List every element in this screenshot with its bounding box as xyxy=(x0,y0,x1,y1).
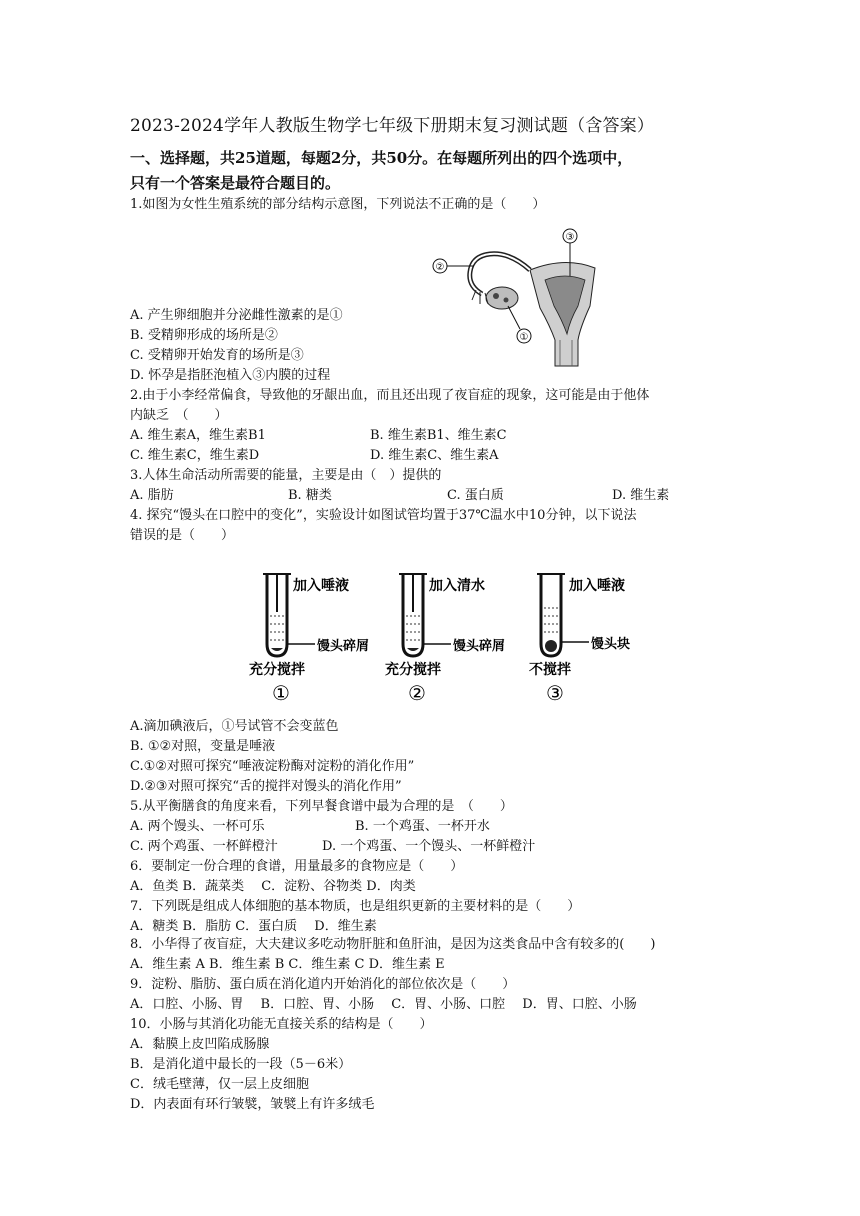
tube-1 xyxy=(249,574,369,705)
q7-stem: 7．下列既是组成人体细胞的基本物质，也是组织更新的主要材料的是（ ） xyxy=(130,899,581,914)
q1-option-c[interactable]: C. 受精卵开始发育的场所是③ xyxy=(130,348,304,363)
q10-option-b[interactable]: B．是消化道中最长的一段（5－6米） xyxy=(130,1057,352,1072)
q2-option-c[interactable]: C. 维生素C，维生素D xyxy=(130,448,260,463)
tube-1-bottom-label: 充分搅拌 xyxy=(249,662,305,678)
q5-stem: 5.从平衡膳食的角度来看，下列早餐食谱中最为合理的是 （ ） xyxy=(130,799,513,814)
q4-stem-line1: 4. 探究“馒头在口腔中的变化”，实验设计如图试管均置于37℃温水中10分钟，以下说法 xyxy=(130,508,637,523)
tube-2-side-label: 馒头碎屑 xyxy=(453,639,506,654)
q3-option-b[interactable]: B. 糖类 xyxy=(288,488,332,503)
tube-2-top-label: 加入清水 xyxy=(429,578,485,594)
q4-option-a[interactable]: A.滴加碘液后，①号试管不会变蓝色 xyxy=(130,719,339,734)
q2-option-a[interactable]: A. 维生素A，维生素B1 xyxy=(130,428,266,443)
test-tube-figure xyxy=(245,568,645,708)
tube-1-side-label: 馒头碎屑 xyxy=(317,639,370,654)
q4-stem-line2: 错误的是（ ） xyxy=(130,528,235,543)
q4-option-b[interactable]: B. ①②对照，变量是唾液 xyxy=(130,739,276,754)
figure-label-3: ③ xyxy=(565,232,575,243)
q1-stem: 1.如图为女性生殖系统的部分结构示意图，下列说法不正确的是（ ） xyxy=(130,197,546,212)
q4-option-d[interactable]: D.②③对照可探究“舌的搅拌对馒头的消化作用” xyxy=(130,779,402,794)
q4-option-c[interactable]: C.①②对照可探究“唾液淀粉酶对淀粉的消化作用” xyxy=(130,759,415,774)
q2-option-b[interactable]: B. 维生素B1、维生素C xyxy=(370,428,507,443)
section-heading-line1: 一、选择题，共25道题，每题2分，共50分。在每题所列出的四个选项中， xyxy=(130,149,633,167)
q5-option-b[interactable]: B. 一个鸡蛋、一杯开水 xyxy=(355,819,490,834)
q10-option-c[interactable]: C．绒毛壁薄，仅一层上皮细胞 xyxy=(130,1077,309,1092)
q2-stem-line2: 内缺乏 （ ） xyxy=(130,408,228,423)
q3-option-a[interactable]: A. 脂肪 xyxy=(130,488,174,503)
q1-option-d[interactable]: D. 怀孕是指胚泡植入③内膜的过程 xyxy=(130,368,331,383)
tube-1-top-label: 加入唾液 xyxy=(293,578,349,594)
tube-3-bottom-label: 不搅拌 xyxy=(529,662,571,678)
section-heading-line2: 只有一个答案是最符合题目的。 xyxy=(130,174,341,192)
q10-option-a[interactable]: A．黏膜上皮凹陷成肠腺 xyxy=(130,1037,270,1052)
tube-1-number: ① xyxy=(272,681,290,705)
q7-options[interactable]: A．糖类 B．脂肪 C．蛋白质 D．维生素 xyxy=(130,919,377,934)
tube-3 xyxy=(529,574,630,705)
q3-option-c[interactable]: C. 蛋白质 xyxy=(447,488,504,503)
q6-options[interactable]: A．鱼类 B．蔬菜类 C．淀粉、谷物类 D．肉类 xyxy=(130,879,416,894)
q10-option-d[interactable]: D．内表面有环行皱襞，皱襞上有许多绒毛 xyxy=(130,1097,375,1112)
tube-2-bottom-label: 充分搅拌 xyxy=(385,662,441,678)
tube-2-number: ② xyxy=(408,681,426,705)
q8-stem: 8．小华得了夜盲症，大夫建议多吃动物肝脏和鱼肝油，是因为这类食品中含有较多的( ) xyxy=(130,937,656,952)
q6-stem: 6．要制定一份合理的食谱，用量最多的食物应是（ ） xyxy=(130,859,464,874)
figure-label-2: ② xyxy=(435,262,445,273)
female-reproductive-system-figure xyxy=(430,228,605,368)
q5-option-c[interactable]: C. 两个鸡蛋、一杯鲜橙汁 xyxy=(130,839,278,854)
q1-option-a[interactable]: A. 产生卵细胞并分泌雌性激素的是① xyxy=(130,308,343,323)
q9-options[interactable]: A．口腔、小肠、胃 B．口腔、胃、小肠 C．胃、小肠、口腔 D．胃、口腔、小肠 xyxy=(130,997,637,1012)
q1-option-b[interactable]: B. 受精卵形成的场所是② xyxy=(130,328,278,343)
q10-stem: 10．小肠与其消化功能无直接关系的结构是（ ） xyxy=(130,1017,433,1032)
q8-options[interactable]: A．维生素 A B．维生素 B C．维生素 C D．维生素 E xyxy=(130,957,445,972)
q5-option-d[interactable]: D. 一个鸡蛋、一个馒头、一杯鲜橙汁 xyxy=(322,839,536,854)
tube-2 xyxy=(385,574,505,705)
q3-stem: 3.人体生命活动所需要的能量，主要是由（ ）提供的 xyxy=(130,468,442,483)
tube-3-number: ③ xyxy=(546,681,564,705)
figure-label-1: ① xyxy=(519,332,529,343)
q2-option-d[interactable]: D. 维生素C、维生素A xyxy=(370,448,499,463)
tube-3-side-label: 馒头块 xyxy=(591,637,631,652)
q9-stem: 9．淀粉、脂肪、蛋白质在消化道内开始消化的部位依次是（ ） xyxy=(130,977,516,992)
q3-option-d[interactable]: D. 维生素 xyxy=(612,488,670,503)
q5-option-a[interactable]: A. 两个馒头、一杯可乐 xyxy=(130,819,265,834)
page-title: 2023-2024学年人教版生物学七年级下册期末复习测试题（含答案） xyxy=(130,116,655,136)
q2-stem-line1: 2.由于小李经常偏食，导致他的牙龈出血，而且还出现了夜盲症的现象，这可能是由于他体 xyxy=(130,388,650,403)
tube-3-top-label: 加入唾液 xyxy=(569,578,625,594)
